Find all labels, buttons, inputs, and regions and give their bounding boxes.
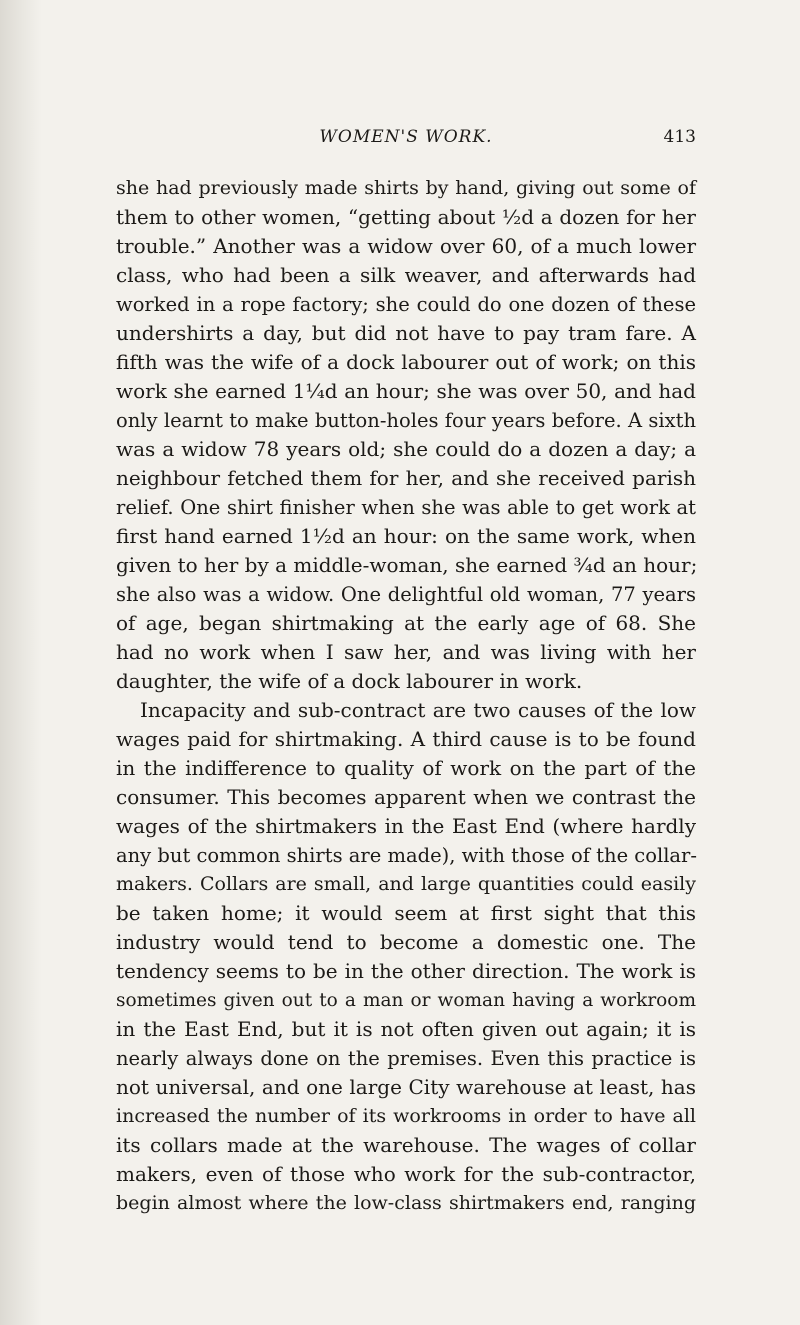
- text-line: daughter, the wife of a dock labourer in work.: [116, 669, 583, 693]
- text-line: had no work when I saw her, and was living with her: [116, 640, 696, 664]
- text-line: nearly always done on the premises. Even this practice is: [116, 1047, 696, 1070]
- text-line: makers, even of those who work for the sub-contractor,: [116, 1162, 696, 1186]
- text-line: industry would tend to become a domestic one. The: [116, 930, 696, 954]
- text-line: only learnt to make button-holes four years before. A sixth: [116, 409, 696, 432]
- text-line: tendency seems to be in the other direction. The work is: [116, 959, 696, 983]
- text-line: in the East End, but it is not often given out again; it is: [116, 1017, 696, 1041]
- text-line: first hand earned 1½d an hour: on the same work, when: [116, 524, 696, 548]
- text-line: undershirts a day, but did not have to pay tram fare. A: [116, 321, 696, 345]
- running-title: WOMEN'S WORK.: [319, 127, 493, 147]
- text-line: any but common shirts are made), with those of the collar-: [116, 844, 697, 867]
- text-line: them to other women, “getting about ½d a dozen for her: [116, 205, 696, 229]
- text-line: be taken home; it would seem at first sight that this: [116, 901, 696, 925]
- text-line: makers. Collars are small, and large quantities could easily: [116, 873, 696, 895]
- text-line: given to her by a middle-woman, she earned ¾d an hour;: [116, 553, 698, 577]
- text-line: relief. One shirt finisher when she was able to get work at: [116, 496, 696, 519]
- text-line: she also was a widow. One delightful old woman, 77 years: [116, 583, 696, 606]
- text-line: its collars made at the warehouse. The wages of collar: [116, 1133, 696, 1157]
- page-number: 413: [663, 127, 696, 147]
- text-line: neighbour fetched them for her, and she received parish: [116, 466, 696, 490]
- text-line: class, who had been a silk weaver, and afterwards had: [116, 263, 696, 287]
- text-line: in the indifference to quality of work on the part of the: [116, 756, 696, 780]
- text-line: worked in a rope factory; she could do one dozen of these: [116, 293, 696, 316]
- text-line: wages paid for shirtmaking. A third cause is to be found: [116, 727, 696, 751]
- text-line: consumer. This becomes apparent when we contrast the: [116, 785, 696, 809]
- text-line: work she earned 1¼d an hour; she was over 50, and had: [116, 379, 696, 403]
- page-header: [116, 127, 696, 157]
- book-gutter-shadow: [0, 0, 42, 1325]
- text-line: sometimes given out to a man or woman having a workroom: [116, 990, 696, 1011]
- text-line: she had previously made shirts by hand, giving out some of: [116, 177, 696, 199]
- text-line: Incapacity and sub-contract are two causes of the low: [140, 698, 696, 722]
- text-line: was a widow 78 years old; she could do a dozen a day; a: [116, 437, 696, 461]
- text-line: not universal, and one large City warehouse at least, has: [116, 1075, 696, 1099]
- text-line: wages of the shirtmakers in the East End (where hardly: [116, 814, 696, 838]
- text-line: fifth was the wife of a dock labourer out of work; on this: [116, 350, 696, 374]
- text-line: begin almost where the low-class shirtmakers end, ranging: [116, 1192, 696, 1214]
- text-line: of age, began shirtmaking at the early age of 68. She: [116, 611, 696, 635]
- text-line: increased the number of its workrooms in order to have all: [116, 1105, 696, 1127]
- body-text: [116, 174, 696, 1218]
- text-line: trouble.” Another was a widow over 60, of a much lower: [116, 234, 696, 258]
